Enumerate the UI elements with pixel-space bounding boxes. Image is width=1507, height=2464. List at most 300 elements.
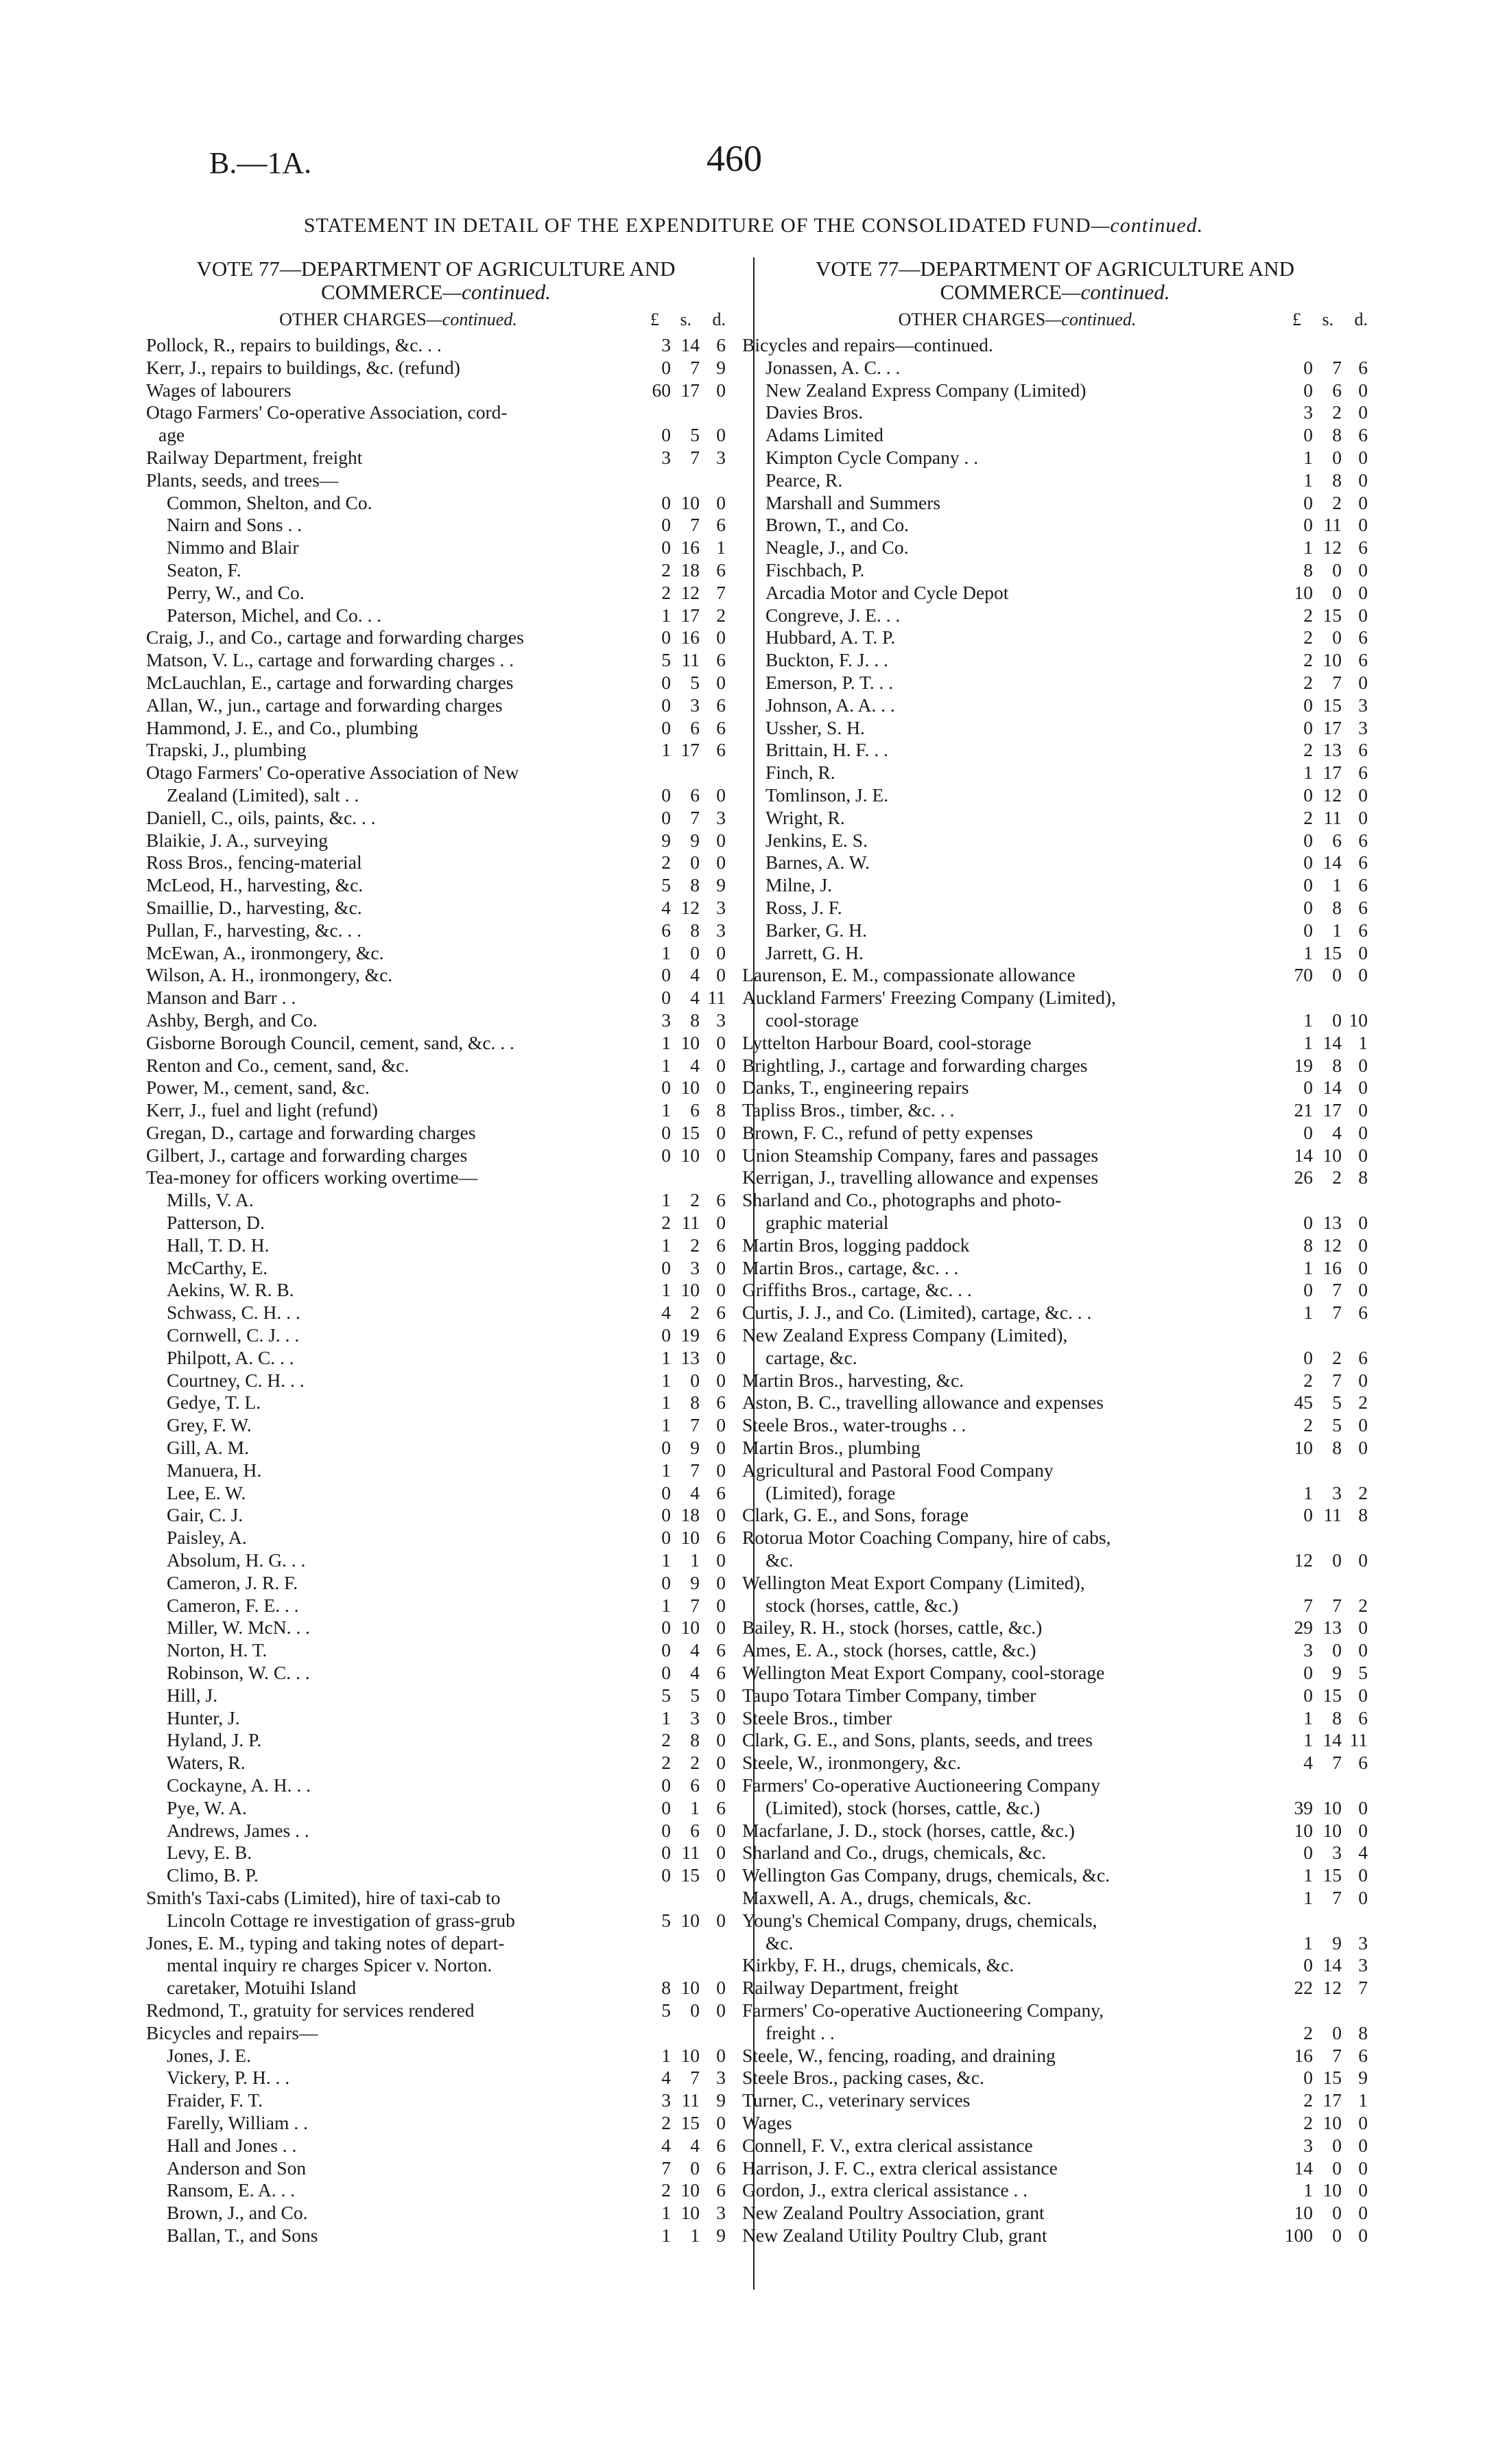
shillings-value: 0 — [1332, 2224, 1342, 2246]
entry-label: Sharland and Co., drugs, chemicals, &c. — [742, 1842, 1046, 1864]
expenditure-row — [146, 987, 726, 1009]
pence-value: 6 — [716, 2157, 726, 2179]
pence-value: 6 — [1358, 1752, 1368, 1774]
pounds-value: 14 — [1294, 2157, 1313, 2179]
shillings-value: 4 — [690, 1481, 700, 1503]
entry-label: Blaikie, J. A., surveying — [146, 829, 329, 851]
pounds-value: 0 — [1303, 694, 1313, 716]
pence-value: 0 — [1358, 1886, 1368, 1908]
pounds-value: 1 — [1303, 2179, 1313, 2201]
pence-value: 9 — [716, 2224, 726, 2246]
entry-label: cartage, &c. — [766, 1346, 857, 1368]
shillings-value: 8 — [1332, 1437, 1342, 1459]
entry-label: Ames, E. A., stock (horses, cattle, &c.) — [742, 1639, 1036, 1661]
pounds-value: 10 — [1294, 1819, 1313, 1841]
expenditure-row — [146, 447, 726, 469]
shillings-value: 2 — [1332, 401, 1342, 423]
pounds-value: 0 — [661, 1819, 671, 1841]
shillings-value: 3 — [690, 1256, 700, 1278]
expenditure-row — [742, 1504, 1368, 1527]
pounds-value: 0 — [1303, 379, 1313, 401]
pence-value: 0 — [716, 1459, 726, 1481]
entry-label: Pye, W. A. — [167, 1796, 247, 1818]
pounds-value: 0 — [1303, 514, 1313, 536]
pence-value: 6 — [716, 1392, 726, 1413]
pence-value: 9 — [1358, 2067, 1368, 2089]
shillings-value: 0 — [1332, 559, 1342, 580]
entry-label: Curtis, J. J., and Co. (Limited), cartage, &c. . . — [742, 1302, 1092, 1324]
pounds-value: 29 — [1294, 1617, 1313, 1639]
entry-label: Agricultural and Pastoral Food Company — [742, 1459, 1054, 1481]
entry-label: Arcadia Motor and Cycle Depot — [766, 581, 1009, 603]
entry-label: Ballan, T., and Sons — [167, 2224, 318, 2246]
shillings-value: 1 — [690, 2224, 700, 2246]
pounds-value: 0 — [1303, 784, 1313, 806]
pounds-value: 0 — [1303, 1212, 1313, 1234]
shillings-value: 10 — [1322, 2179, 1342, 2201]
pounds-value: 0 — [1303, 896, 1313, 918]
pence-value: 0 — [1358, 1864, 1368, 1886]
shillings-value: 0 — [1332, 446, 1342, 468]
entry-label: graphic material — [766, 1212, 889, 1234]
pounds-value: 2 — [1303, 739, 1313, 761]
pence-value: 0 — [716, 1571, 726, 1593]
shillings-value: 12 — [1322, 1977, 1342, 1999]
expenditure-row — [742, 1370, 1368, 1392]
expenditure-row — [742, 694, 1368, 717]
expenditure-row — [146, 2112, 726, 2135]
pounds-value: 8 — [1303, 559, 1313, 580]
shillings-value: 10 — [680, 1279, 700, 1301]
expenditure-row — [742, 582, 1368, 605]
entry-label: stock (horses, cattle, &c.) — [766, 1594, 959, 1616]
expenditure-row — [146, 1099, 726, 1122]
pence-value: 0 — [716, 1617, 726, 1639]
shillings-value: 19 — [680, 1324, 700, 1346]
shillings-value: 0 — [1332, 2134, 1342, 2156]
entry-label: Bailey, R. H., stock (horses, cattle, &c.) — [742, 1617, 1043, 1639]
entry-label: New Zealand Express Company (Limited) — [766, 379, 1087, 401]
expenditure-row — [146, 1032, 726, 1055]
entry-label: Davies Bros. — [766, 401, 864, 423]
shillings-value: 17 — [1322, 1099, 1342, 1121]
entry-label: Cockayne, A. H. . . — [167, 1774, 311, 1796]
pounds-value: 0 — [1303, 424, 1313, 446]
shillings-value: 10 — [1322, 1796, 1342, 1818]
shillings-value: 0 — [690, 1999, 700, 2021]
expenditure-row — [146, 2022, 726, 2045]
pence-value: 0 — [1358, 2224, 1368, 2246]
statement-title — [0, 214, 1507, 237]
entry-label: (Limited), forage — [766, 1481, 896, 1503]
shillings-value: 11 — [681, 1212, 700, 1234]
pounds-value: 2 — [661, 1752, 671, 1774]
expenditure-row — [742, 2045, 1368, 2067]
entry-label: Jarrett, G. H. — [766, 941, 864, 963]
pence-value: 0 — [1358, 1639, 1368, 1661]
shillings-value: 17 — [680, 739, 700, 761]
entry-label: Wages of labourers — [146, 379, 292, 401]
right-subheading-title — [742, 309, 1292, 330]
entry-label: Ross Bros., fencing-material — [146, 852, 362, 873]
shillings-value: 7 — [1332, 671, 1342, 693]
pounds-value: 2 — [1303, 626, 1313, 648]
pounds-value: 0 — [1303, 919, 1313, 941]
shillings-value: 8 — [1332, 1054, 1342, 1076]
entry-label: Courtney, C. H. . . — [167, 1369, 305, 1391]
pence-value: 8 — [716, 1099, 726, 1121]
pence-value: 0 — [1358, 964, 1368, 986]
right-vote-continued: —continued. — [1061, 280, 1170, 304]
pounds-value: 0 — [661, 491, 671, 513]
entry-label: Railway Department, freight — [742, 1977, 959, 1999]
pence-value: 0 — [716, 1729, 726, 1751]
left-vote-continued: —continued. — [442, 280, 551, 304]
pounds-value: 0 — [661, 987, 671, 1009]
pence-value: 0 — [716, 379, 726, 401]
pence-value: 0 — [716, 1504, 726, 1526]
expenditure-row — [146, 1999, 726, 2022]
pounds-value: 4 — [661, 1302, 671, 1324]
pounds-value: 0 — [661, 424, 671, 446]
pounds-value: 1 — [661, 739, 671, 761]
pounds-symbol: £ — [1292, 309, 1301, 329]
pounds-symbol: £ — [650, 309, 659, 329]
pence-value: 0 — [1358, 2134, 1368, 2156]
expenditure-row — [146, 1009, 726, 1032]
shillings-value: 3 — [690, 1706, 700, 1728]
shillings-value: 7 — [1332, 1279, 1342, 1301]
pence-value: 0 — [1358, 514, 1368, 536]
pence-value: 11 — [1349, 1729, 1368, 1751]
entry-label: Kimpton Cycle Company . . — [766, 446, 979, 468]
pence-value: 0 — [1358, 1256, 1368, 1278]
shillings-value: 8 — [1332, 896, 1342, 918]
pence-value: 0 — [716, 671, 726, 693]
entry-label: Waters, R. — [167, 1752, 246, 1774]
entry-label: Steele Bros., packing cases, &c. — [742, 2067, 984, 2089]
expenditure-row — [146, 739, 726, 762]
expenditure-row — [146, 1257, 726, 1280]
pounds-value: 1 — [1303, 941, 1313, 963]
expenditure-row — [742, 401, 1368, 424]
pounds-value: 1 — [661, 1234, 671, 1256]
expenditure-row — [146, 469, 726, 492]
pounds-value: 0 — [1303, 1504, 1313, 1526]
pounds-value: 2 — [661, 852, 671, 873]
expenditure-row — [742, 492, 1368, 515]
entry-label: McEwan, A., ironmongery, &c. — [146, 941, 384, 963]
pounds-value: 4 — [661, 2067, 671, 2089]
pounds-value: 0 — [1303, 491, 1313, 513]
pence-value: 4 — [1358, 1842, 1368, 1864]
shillings-value: 4 — [690, 987, 700, 1009]
pence-value: 0 — [1358, 1279, 1368, 1301]
pence-value: 6 — [716, 1662, 726, 1684]
entry-label: McLeod, H., harvesting, &c. — [146, 874, 364, 896]
expenditure-row — [146, 537, 726, 559]
pence-value: 7 — [1358, 1977, 1368, 1999]
shillings-value: 2 — [690, 1234, 700, 1256]
shillings-value: 2 — [1332, 1166, 1342, 1188]
shillings-value: 11 — [681, 1842, 700, 1864]
pence-value: 0 — [716, 784, 726, 806]
entry-label: Clark, G. E., and Sons, plants, seeds, and trees — [742, 1729, 1093, 1751]
expenditure-row — [742, 559, 1368, 582]
left-vote-heading — [146, 257, 726, 304]
expenditure-row — [146, 2225, 726, 2247]
pounds-value: 1 — [661, 1099, 671, 1121]
pence-value: 0 — [1358, 1234, 1368, 1256]
expenditure-row — [742, 2112, 1368, 2135]
expenditure-row — [742, 1257, 1368, 1280]
shillings-value: 10 — [680, 1077, 700, 1099]
shillings-value: 7 — [690, 806, 700, 828]
pence-value: 9 — [716, 356, 726, 378]
entry-label: Levy, E. B. — [167, 1842, 252, 1864]
expenditure-row — [146, 1797, 726, 1820]
shillings-value: 14 — [1322, 1954, 1342, 1976]
left-vote-title: COMMERCE — [321, 280, 443, 304]
pence-value: 0 — [1358, 1414, 1368, 1436]
shillings-value: 0 — [1332, 964, 1342, 986]
entry-label: Adams Limited — [766, 424, 883, 446]
pounds-value: 7 — [1303, 1594, 1313, 1616]
shillings-value: 4 — [690, 1639, 700, 1661]
pence-value: 0 — [716, 626, 726, 648]
entry-label: Mills, V. A. — [167, 1189, 254, 1211]
left-subheading — [146, 309, 726, 334]
pence-symbol: d. — [1354, 309, 1368, 329]
pence-value: 0 — [716, 1346, 726, 1368]
pounds-value: 0 — [661, 1077, 671, 1099]
expenditure-row — [146, 1617, 726, 1639]
expenditure-row — [146, 1324, 726, 1347]
pounds-value: 0 — [1303, 1684, 1313, 1706]
expenditure-row — [146, 942, 726, 965]
pence-value: 2 — [1358, 1392, 1368, 1413]
shillings-value: 10 — [680, 2044, 700, 2066]
expenditure-row — [742, 1932, 1368, 1955]
entry-label: Farmers' Co-operative Auctioneering Company — [742, 1774, 1100, 1796]
expenditure-row — [146, 1122, 726, 1145]
pounds-value: 0 — [1303, 1954, 1313, 1976]
shillings-value: 8 — [690, 919, 700, 941]
pence-value: 6 — [1358, 762, 1368, 784]
entry-label: Gisborne Borough Council, cement, sand, &c. . . — [146, 1031, 514, 1053]
shillings-value: 15 — [1322, 1684, 1342, 1706]
shillings-value: 7 — [690, 1594, 700, 1616]
entry-label: Marshall and Summers — [766, 491, 941, 513]
shillings-value: 8 — [690, 1392, 700, 1413]
pence-value: 6 — [716, 1189, 726, 1211]
right-subheading-text: OTHER CHARGES — [898, 309, 1046, 329]
entry-label: Otago Farmers' Co-operative Association, cord- — [146, 401, 508, 423]
entry-label: New Zealand Express Company (Limited), — [742, 1324, 1068, 1346]
entry-label: Martin Bros, logging paddock — [742, 1234, 970, 1256]
shillings-value: 0 — [690, 852, 700, 873]
pence-value: 0 — [1358, 379, 1368, 401]
entry-label: Andrews, James . . — [167, 1819, 309, 1841]
pounds-value: 1 — [661, 1189, 671, 1211]
pounds-value: 1 — [661, 604, 671, 626]
expenditure-row — [146, 1549, 726, 1572]
expenditure-row — [742, 1145, 1368, 1167]
shillings-value: 6 — [1332, 379, 1342, 401]
pence-value: 0 — [716, 852, 726, 873]
shillings-value: 10 — [680, 2202, 700, 2224]
expenditure-row — [742, 1752, 1368, 1774]
entry-label: Farmers' Co-operative Auctioneering Company, — [742, 1999, 1104, 2021]
shillings-value: 3 — [1332, 1842, 1342, 1864]
pounds-value: 1 — [661, 2044, 671, 2066]
pounds-value: 0 — [1303, 829, 1313, 851]
expenditure-row — [146, 2089, 726, 2112]
entry-label: Wellington Gas Company, drugs, chemicals, &c. — [742, 1864, 1110, 1886]
pence-value: 0 — [1358, 1617, 1368, 1639]
pounds-value: 10 — [1294, 581, 1313, 603]
pence-value: 6 — [716, 2179, 726, 2201]
shillings-value: 9 — [690, 1437, 700, 1459]
expenditure-row — [742, 1414, 1368, 1437]
entry-label: (Limited), stock (horses, cattle, &c.) — [766, 1796, 1041, 1818]
expenditure-row — [742, 1482, 1368, 1505]
shillings-value: 3 — [690, 694, 700, 716]
pence-value: 6 — [716, 739, 726, 761]
pence-value: 0 — [716, 1144, 726, 1166]
pence-value: 0 — [1358, 806, 1368, 828]
shillings-value: 17 — [680, 379, 700, 401]
shillings-value: 7 — [1332, 1886, 1342, 1908]
expenditure-row — [742, 1954, 1368, 1977]
shillings-value: 10 — [1322, 1819, 1342, 1841]
entry-label: Zealand (Limited), salt . . — [167, 784, 359, 806]
expenditure-row — [146, 2202, 726, 2225]
pence-value: 0 — [1358, 401, 1368, 423]
pounds-value: 60 — [652, 379, 671, 401]
entry-label: Sharland and Co., photographs and photo- — [742, 1189, 1062, 1211]
entry-label: Smaillie, D., harvesting, &c. — [146, 896, 362, 918]
expenditure-row — [742, 987, 1368, 1009]
expenditure-row — [146, 379, 726, 402]
pounds-value: 1 — [1303, 1256, 1313, 1278]
pounds-value: 2 — [1303, 1369, 1313, 1391]
entry-label: Pullan, F., harvesting, &c. . . — [146, 919, 362, 941]
pence-value: 0 — [716, 1279, 726, 1301]
expenditure-row — [742, 626, 1368, 649]
shillings-value: 18 — [680, 559, 700, 580]
expenditure-row — [742, 830, 1368, 852]
entry-label: Lee, E. W. — [167, 1481, 246, 1503]
entry-label: Danks, T., engineering repairs — [742, 1077, 969, 1099]
expenditure-row — [146, 1166, 726, 1189]
entry-label: Aekins, W. R. B. — [167, 1279, 294, 1301]
expenditure-row — [742, 2157, 1368, 2180]
entry-label: Hunter, J. — [167, 1706, 240, 1728]
expenditure-row — [146, 852, 726, 874]
shillings-value: 1 — [690, 1796, 700, 1818]
entry-label: Steele Bros., water-troughs . . — [742, 1414, 966, 1436]
pence-value: 2 — [1358, 1481, 1368, 1503]
pounds-value: 1 — [661, 1054, 671, 1076]
pence-value: 0 — [716, 1594, 726, 1616]
expenditure-row — [742, 1685, 1368, 1707]
shillings-value: 1 — [1332, 874, 1342, 896]
pounds-value: 1 — [661, 1459, 671, 1481]
pence-value: 0 — [716, 1256, 726, 1278]
expenditure-row — [742, 807, 1368, 830]
left-vote-line1: VOTE 77—DEPARTMENT OF AGRICULTURE AND — [196, 257, 676, 281]
shillings-value: 15 — [1322, 941, 1342, 963]
pence-value: 6 — [1358, 919, 1368, 941]
pounds-value: 4 — [1303, 1752, 1313, 1774]
pence-value: 6 — [1358, 829, 1368, 851]
left-column — [146, 257, 726, 2247]
pounds-value: 0 — [661, 1256, 671, 1278]
shillings-value: 8 — [690, 1009, 700, 1031]
pounds-value: 16 — [1294, 2044, 1313, 2066]
entry-label: Craig, J., and Co., cartage and forwarding charges — [146, 626, 524, 648]
pence-value: 3 — [1358, 1932, 1368, 1953]
entry-label: McCarthy, E. — [167, 1256, 268, 1278]
pounds-value: 0 — [1303, 1346, 1313, 1368]
expenditure-row — [146, 1234, 726, 1257]
entry-label: Allan, W., jun., cartage and forwarding charges — [146, 694, 503, 716]
entry-label: Gregan, D., cartage and forwarding charges — [146, 1121, 476, 1143]
shillings-value: 2 — [690, 1189, 700, 1211]
pounds-value: 2 — [661, 1729, 671, 1751]
pence-value: 0 — [716, 1212, 726, 1234]
pounds-value: 10 — [1294, 1437, 1313, 1459]
expenditure-row — [146, 1639, 726, 1662]
pence-value: 6 — [716, 1234, 726, 1256]
pounds-value: 1 — [1303, 446, 1313, 468]
expenditure-row — [146, 1887, 726, 1910]
entry-label: Union Steamship Company, fares and passages — [742, 1144, 1099, 1166]
expenditure-row — [146, 559, 726, 582]
right-column — [742, 257, 1368, 2247]
expenditure-row — [146, 784, 726, 807]
entry-label: Kerr, J., repairs to buildings, &c. (refund) — [146, 356, 460, 378]
pounds-value: 2 — [661, 2111, 671, 2133]
pounds-value: 0 — [661, 1842, 671, 1864]
shillings-value: 17 — [1322, 2089, 1342, 2111]
pounds-value: 3 — [661, 334, 671, 355]
pounds-value: 0 — [1303, 1077, 1313, 1099]
entry-label: Hubbard, A. T. P. — [766, 626, 896, 648]
pence-value: 6 — [716, 1481, 726, 1503]
pounds-value: 0 — [661, 1527, 671, 1549]
shillings-value: 10 — [680, 1031, 700, 1053]
statement-title-text: STATEMENT IN DETAIL OF THE EXPENDITURE OF THE CONSOLIDATED FUND — [303, 214, 1091, 237]
pence-value: 0 — [1358, 1437, 1368, 1459]
left-vote-line2 — [146, 281, 726, 304]
entry-label: Martin Bros., harvesting, &c. — [742, 1369, 964, 1391]
pounds-value: 19 — [1294, 1054, 1313, 1076]
shillings-value: 10 — [680, 1144, 700, 1166]
pence-value: 0 — [1358, 446, 1368, 468]
shillings-value: 16 — [680, 626, 700, 648]
expenditure-row — [742, 1189, 1368, 1212]
left-entries — [146, 334, 726, 2247]
expenditure-row — [146, 807, 726, 830]
pounds-value: 0 — [661, 1639, 671, 1661]
expenditure-row — [742, 1347, 1368, 1370]
expenditure-row — [742, 1820, 1368, 1842]
expenditure-row — [146, 514, 726, 537]
pence-value: 6 — [1358, 739, 1368, 761]
entry-label: Trapski, J., plumbing — [146, 739, 307, 761]
